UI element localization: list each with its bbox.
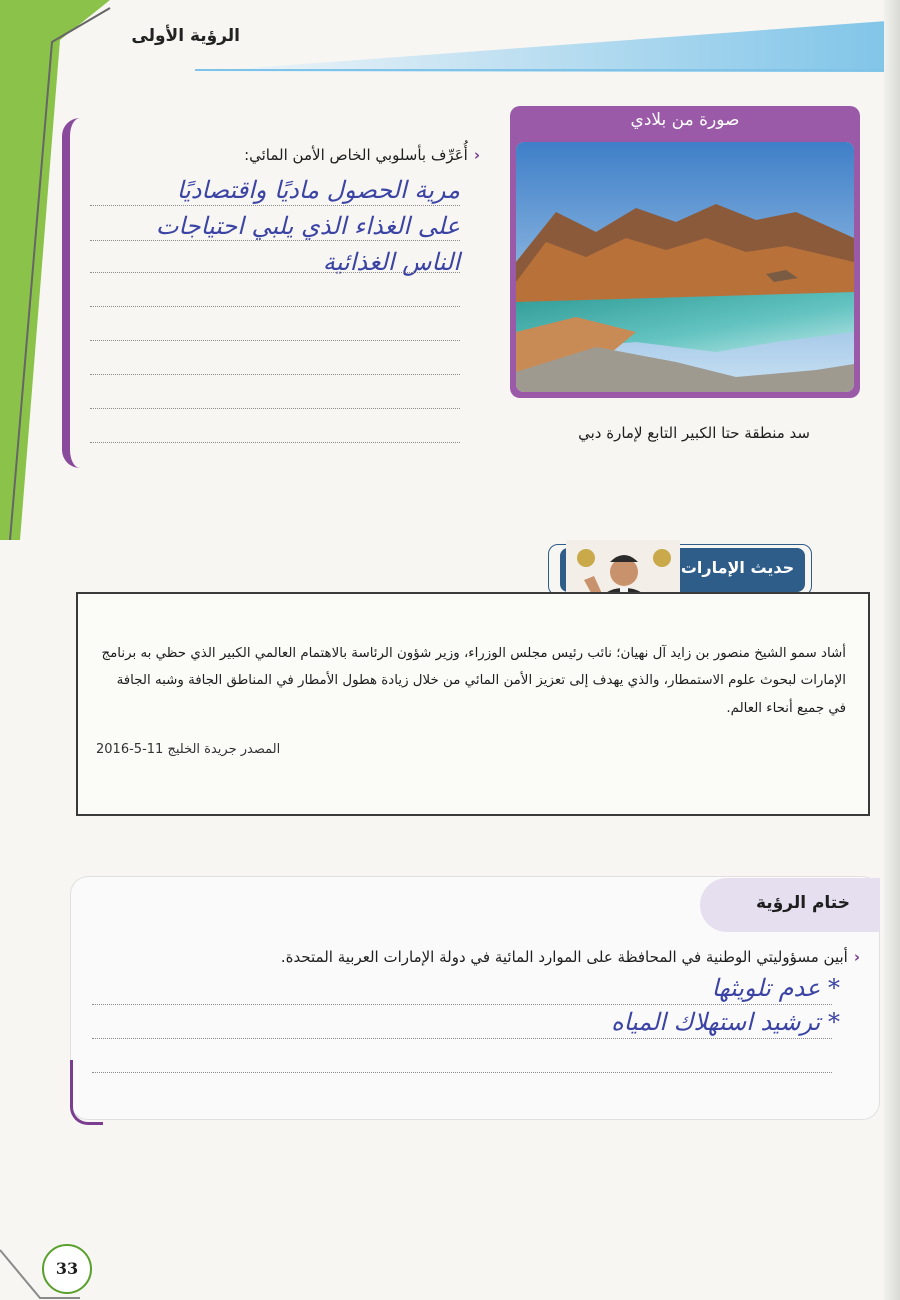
answer-dotted-line: [90, 442, 460, 443]
page-number: 33: [42, 1244, 92, 1294]
answer-dotted-line: [92, 1038, 832, 1039]
chevron-left-icon: ‹: [473, 146, 480, 164]
dam-landscape-image: [516, 142, 854, 392]
unit-title: الرؤية الأولى: [131, 26, 240, 46]
news-source: المصدر جريدة الخليج 11-5-2016: [96, 742, 281, 757]
handwritten-answer-line: * عدم تلويثها: [711, 974, 840, 1002]
answer-dotted-line: [90, 340, 460, 341]
handwritten-answer-line: مرية الحصول ماديًا واقتصاديًا: [176, 176, 460, 204]
answer-dotted-line: [90, 240, 460, 241]
answer-dotted-line: [90, 272, 460, 273]
activity-box: [62, 118, 480, 468]
photo-caption: سد منطقة حتا الكبير التابع لإمارة دبي: [578, 424, 810, 442]
answer-dotted-line: [92, 1072, 832, 1073]
handwritten-answer-line: * ترشيد استهلاك المياه: [611, 1008, 840, 1036]
chevron-left-icon: ‹: [853, 948, 860, 966]
activity-prompt-text: أُعَرِّف بأسلوبي الخاص الأمن المائي:: [244, 146, 468, 164]
closing-prompt: [100, 948, 860, 966]
closing-label: ختام الرؤية: [756, 893, 850, 913]
answer-dotted-line: [92, 1004, 832, 1005]
closing-prompt-text: أبين مسؤوليتي الوطنية في المحافظة على الموارد المائية في دولة الإمارات العربية المتحدة.: [280, 948, 848, 966]
handwritten-answer-line: الناس الغذائية: [322, 248, 460, 276]
answer-dotted-line: [90, 205, 460, 206]
dam-photo: [516, 142, 854, 392]
photo-card-title: صورة من بلادي: [630, 110, 740, 130]
page-edge-shadow: [884, 0, 900, 1300]
header-bar: [195, 16, 900, 72]
answer-dotted-line: [90, 374, 460, 375]
closing-accent: [70, 1060, 103, 1125]
answer-dotted-line: [90, 306, 460, 307]
emirates-talk-label: حديث الإمارات: [680, 558, 795, 577]
news-text: أشاد سمو الشيخ منصور بن زايد آل نهيان؛ نائب رئيس مجلس الوزراء، وزير شؤون الرئاسة بالاهتمام العالمي الكبير الذي حظي به برنامج الإمارات لبحوث علوم الاستمطار، والذي يهدف إلى تعزيز الأمن المائي من خلال زيادة هطول الأمطار في المناطق الجافة وشبه الجافة في جميع أنحاء العالم.: [101, 646, 846, 716]
answer-dotted-line: [90, 408, 460, 409]
activity-prompt: [90, 146, 480, 164]
handwritten-answer-line: على الغذاء الذي يلبي احتياجات: [155, 212, 460, 240]
